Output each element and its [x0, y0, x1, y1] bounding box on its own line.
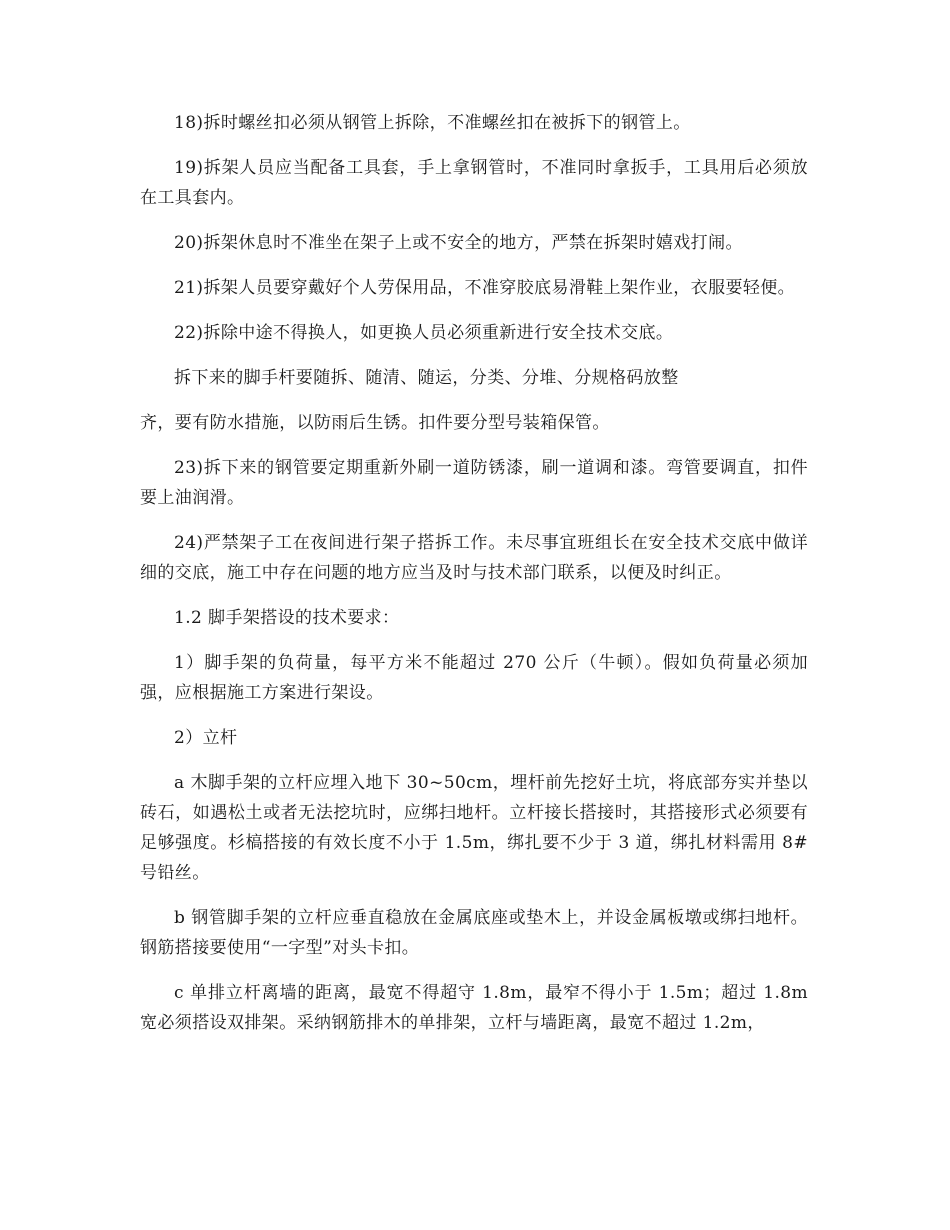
paragraph-20: 20)拆架休息时不准坐在架子上或不安全的地方，严禁在拆架时嬉戏打闹。 — [174, 233, 743, 253]
paragraph-19: 19)拆架人员应当配备工具套，手上拿钢管时，不准同时拿扳手，工具用后必须放在工具套内。 — [140, 158, 808, 208]
paragraph-load-requirement: 1）脚手架的负荷量，每平方米不能超过 270 公斤（牛顿）。假如负荷量必须加强，应根据施工方案进行架设。 — [140, 653, 808, 703]
paragraph-storage-line-2: 齐，要有防水措施，以防雨后生锈。扣件要分型号装箱保管。 — [140, 413, 610, 433]
paragraph-23: 23)拆下来的钢管要定期重新外刷一道防锈漆，刷一道调和漆。弯管要调直，扣件要上油润滑。 — [140, 458, 808, 508]
section-heading-1-2: 1.2 脚手架搭设的技术要求： — [174, 608, 400, 628]
paragraph-storage-line-1: 拆下来的脚手杆要随拆、随清、随运，分类、分堆、分规格码放整 — [174, 368, 679, 388]
paragraph-item-b: b 钢管脚手架的立杆应垂直稳放在金属底座或垫木上，并设金属板墩或绑扫地杆。钢筋搭接要使用“一字型”对头卡扣。 — [140, 908, 808, 958]
document-body — [140, 108, 808, 1053]
subheading-upright-pole: 2）立杆 — [174, 728, 238, 748]
paragraph-item-c: c 单排立杆离墙的距离，最宽不得超守 1.8m，最窄不得小于 1.5m；超过 1.8m 宽必须搭设双排架。采纳钢筋排木的单排架，立杆与墙距离，最宽不超过 1.2m， — [140, 983, 808, 1033]
paragraph-item-a: a 木脚手架的立杆应埋入地下 30~50cm，埋杆前先挖好土坑，将底部夯实并垫以砖石，如遇松土或者无法挖坑时，应绑扫地杆。立杆接长搭接时，其搭接形式必须要有足够强度。杉槁搭接的有效长度不小于 1.5m，绑扎要不少于 3 道，绑扎材料需用 8#号铅丝。 — [140, 773, 808, 883]
paragraph-21: 21)拆架人员要穿戴好个人劳保用品，不准穿胶底易滑鞋上架作业，衣服要轻便。 — [174, 278, 796, 298]
paragraph-24: 24)严禁架子工在夜间进行架子搭拆工作。未尽事宜班组长在安全技术交底中做详细的交底，施工中存在问题的地方应当及时与技术部门联系，以便及时纠正。 — [140, 533, 808, 583]
paragraph-18: 18)拆时螺丝扣必须从钢管上拆除，不准螺丝扣在被拆下的钢管上。 — [174, 113, 691, 133]
paragraph-22: 22)拆除中途不得换人，如更换人员必须重新进行安全技术交底。 — [174, 323, 674, 343]
